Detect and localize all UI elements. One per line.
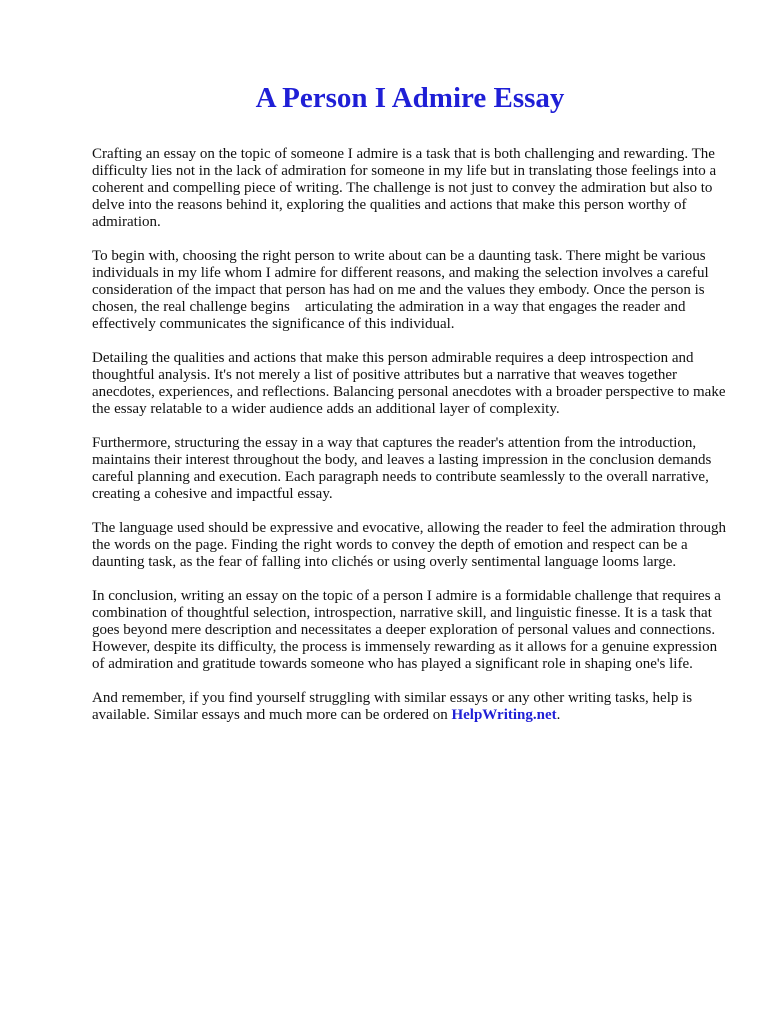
paragraph-6: In conclusion, writing an essay on the topic of a person I admire is a formidable challenge that requires a combination of thoughtful selection, introspection, narrative skill, and linguistic finesse. It is a task that goes beyond mere description and necessitates a deeper exploration of personal values and connections. However, despite its difficulty, the process is immensely rewarding as it allows for a genuine expression of admiration and gratitude towards someone who has played a significant role in shaping one's life. [92,588,721,672]
page-title: A Person I Admire Essay [255,82,565,114]
helpwriting-link[interactable]: HelpWriting.net [451,707,557,723]
paragraph-3: Detailing the qualities and actions that make this person admirable requires a deep introspection and thoughtful analysis. It's not merely a list of positive attributes but a narrative that weaves together anecdotes, experiences, and reflections. Balancing personal anecdotes with a broader perspective to make the essay relatable to a wider audience adds an additional layer of complexity. [92,350,726,417]
paragraph-2: To begin with, choosing the right person to write about can be a daunting task. There might be various individuals in my life whom I admire for different reasons, and making the selection involves a careful consideration of the impact that person has had on me and the values they embody. Once the person is chosen, the real challenge begins articulating the admiration in a way that engages the reader and effectively communicates the significance of this individual. [92,248,713,332]
essay-body [92,146,732,741]
closing-text: And remember, if you find yourself struggling with similar essays or any other writing tasks, help is available. Similar essays and much more can be ordered on [92,690,693,723]
paragraph-5: The language used should be expressive and evocative, allowing the reader to feel the admiration through the words on the page. Finding the right words to convey the depth of emotion and respect can be a daunting task, as the fear of falling into clichés or using overly sentimental language looms large. [92,520,726,570]
paragraph-4: Furthermore, structuring the essay in a way that captures the reader's attention from the introduction, maintains their interest throughout the body, and leaves a lasting impression in the conclusion demands careful planning and execution. Each paragraph needs to contribute seamlessly to the overall narrative, creating a cohesive and impactful essay. [92,435,712,502]
paragraph-1: Crafting an essay on the topic of someone I admire is a task that is both challenging and rewarding. The difficulty lies not in the lack of admiration for someone in my life but in translating those feelings into a coherent and compelling piece of writing. The challenge is not just to convey the admiration but also to delve into the reasons behind it, exploring the qualities and actions that make this person worthy of admiration. [92,146,717,230]
closing-paragraph [92,690,732,724]
closing-suffix: . [556,707,561,723]
